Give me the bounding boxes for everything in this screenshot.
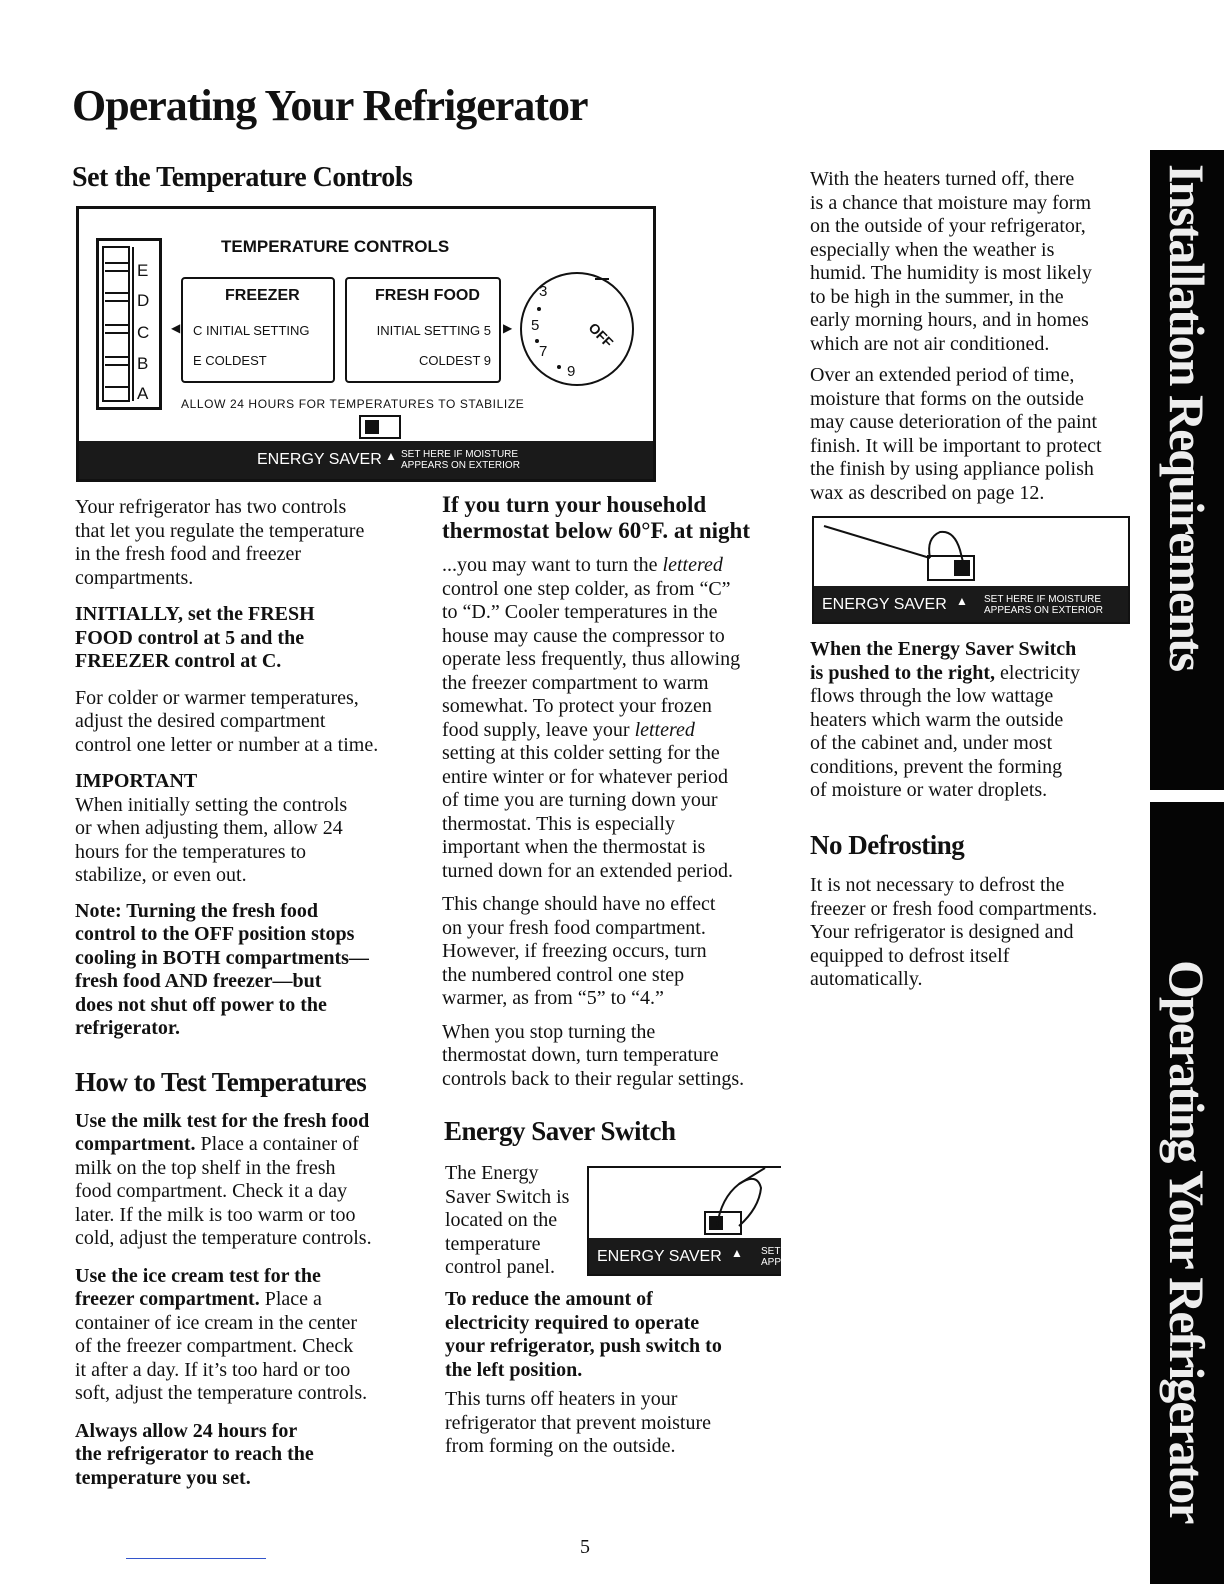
text-line: in the fresh food and freezer [75, 543, 301, 565]
text-line: of the cabinet and, under most [810, 732, 1053, 754]
tab-divider [1150, 790, 1224, 802]
text-line: To reduce the amount of [445, 1288, 653, 1310]
text-line: ...you may want to turn the [442, 554, 663, 576]
dial-number: 7 [539, 343, 548, 360]
text-line: If you turn your household [442, 492, 707, 517]
text-line: finish. It will be important to protect [810, 434, 1102, 457]
text-line: your refrigerator, push switch to [445, 1335, 722, 1357]
text-line: It is not necessary to defrost the [810, 874, 1065, 896]
temperature-control-panel [76, 206, 656, 482]
text-line: that let you regulate the temperature [75, 519, 365, 542]
text-line: is pushed to the right, [810, 661, 996, 684]
text-line: humid. The humidity is most likely [810, 262, 1092, 284]
text-line: it after a day. If it’s too hard or too [75, 1358, 351, 1381]
scale-letter: A [137, 384, 149, 403]
text-line: adjust the desired compartment [75, 710, 326, 732]
text-line: moisture that forms on the outside [810, 387, 1084, 410]
text-line: especially when the weather is [810, 238, 1055, 261]
text-line: milk on the top shelf in the fresh [75, 1156, 336, 1179]
text-line: food compartment. Check it a day [75, 1180, 348, 1202]
text-line: thermostat below 60°F. at night [442, 518, 750, 543]
section-heading-test-temperatures: How to Test Temperatures [75, 1066, 367, 1097]
scale-letter: E [137, 261, 149, 280]
text-line: Note: Turning the fresh food [75, 899, 318, 922]
text-line: equipped to defrost itself [810, 944, 1010, 967]
moisture-paragraph [810, 168, 1140, 356]
text-line: electricity required to operate [445, 1311, 700, 1334]
energy-saver-location-paragraph [445, 1162, 585, 1280]
text-line: entire winter or for whatever period [442, 765, 728, 788]
panel-title: TEMPERATURE CONTROLS [221, 237, 450, 256]
text-line: freezer compartment. [75, 1288, 260, 1310]
text-line: of moisture or water droplets. [810, 779, 1048, 801]
text-line: located on the [445, 1209, 558, 1231]
arrow-up-icon: ▲ [956, 594, 968, 608]
text-line: control to the OFF position stops [75, 923, 355, 945]
text-line: This change should have no effect [442, 893, 716, 915]
finger-on-switch-icon [589, 1168, 781, 1242]
thermostat-paragraph [442, 554, 782, 883]
section-heading-energy-saver: Energy Saver Switch [444, 1116, 676, 1146]
tab-installation-requirements[interactable]: Installation Requirements [1159, 164, 1215, 671]
allow-24-hours-note: ALLOW 24 HOURS FOR TEMPERATURES TO STABILIZE [181, 397, 525, 411]
text-line: Place a [259, 1288, 322, 1310]
text-line: the finish by using appliance polish [810, 458, 1094, 480]
section-heading-set-temperature: Set the Temperature Controls [72, 162, 413, 193]
bar-note-2: APPEARS ON EXTERIOR [984, 605, 1103, 616]
text-line: freezer or fresh food compartments. [810, 897, 1098, 920]
reduce-electricity-paragraph [445, 1288, 775, 1382]
scale-letter: D [137, 291, 150, 310]
text-line: Always allow 24 hours for [75, 1419, 298, 1442]
text-line: lettered [634, 718, 695, 741]
dial-number: 3 [539, 283, 548, 300]
text-line: compartment. [75, 1133, 196, 1155]
finger-on-switch-icon [814, 518, 1130, 590]
text-line: the numbered control one step [442, 963, 685, 986]
text-line: turned down for an extended period. [442, 859, 734, 882]
milk-test-paragraph [75, 1110, 405, 1251]
energy-saver-bar [79, 441, 653, 479]
fresh-food-coldest: COLDEST 9 [418, 353, 491, 368]
energy-saver-illustration [587, 1166, 781, 1276]
text-line: This turns off heaters in your [445, 1388, 678, 1410]
text-line: When initially setting the controls [75, 793, 348, 816]
energy-saver-bar-right [814, 586, 1128, 622]
text-line: refrigerator that prevent moisture [445, 1411, 711, 1434]
thermostat-heading [442, 492, 782, 544]
text-line: control one letter or number at a time. [75, 733, 379, 756]
column-1 [75, 496, 405, 1490]
text-line: compartments. [75, 566, 194, 589]
freezer-initial: C INITIAL SETTING [193, 323, 310, 338]
note-paragraph [75, 900, 405, 1041]
text-line: When you stop turning the [442, 1020, 656, 1043]
bar-note-1: SET HERE IF MOISTURE [401, 449, 519, 460]
text-line: Over an extended period of time, [810, 364, 1075, 386]
ice-cream-test-paragraph [75, 1265, 405, 1406]
text-line: Your refrigerator is designed and [810, 921, 1074, 943]
fresh-food-box [345, 277, 501, 383]
energy-saver-label: ENERGY SAVER [257, 451, 382, 468]
text-line: temperature you set. [75, 1466, 251, 1489]
turns-off-heaters-paragraph [445, 1388, 775, 1459]
switch-knob-icon [365, 420, 379, 434]
text-line: does not shut off power to the [75, 993, 327, 1016]
text-line: is a chance that moisture may form [810, 191, 1092, 214]
bar-note-2: APP [761, 1257, 781, 1268]
side-tab [1150, 150, 1224, 1584]
text-line: the refrigerator to reach the [75, 1443, 314, 1465]
text-line: controls back to their regular settings. [442, 1067, 745, 1090]
text-line: somewhat. To protect your frozen [442, 695, 712, 717]
column-2 [442, 492, 782, 1091]
initial-setting-paragraph [75, 603, 405, 674]
energy-saver-label: ENERGY SAVER [822, 596, 947, 613]
text-line: temperature [445, 1232, 541, 1255]
scale-letter: B [137, 354, 149, 373]
dial-number: 5 [531, 317, 540, 334]
text-line: operate less frequently, thus allowing [442, 648, 741, 670]
fresh-food-initial: INITIAL SETTING 5 [376, 323, 491, 338]
intro-paragraph [75, 496, 405, 590]
text-line: from forming on the outside. [445, 1435, 676, 1457]
energy-saver-switch[interactable] [359, 415, 401, 439]
text-line: flows through the low wattage [810, 685, 1054, 707]
text-line: fresh food AND freezer—but [75, 970, 322, 992]
text-line: soft, adjust the temperature controls. [75, 1382, 368, 1404]
text-line: setting at this colder setting for the [442, 742, 720, 764]
adjust-paragraph [75, 687, 405, 758]
text-line: cold, adjust the temperature controls. [75, 1227, 372, 1249]
text-line: thermostat down, turn temperature [442, 1044, 719, 1066]
stop-turning-paragraph [442, 1021, 782, 1092]
text-line: food supply, leave your [442, 718, 635, 741]
footer-rule [126, 1558, 266, 1559]
text-line: container of ice cream in the center [75, 1311, 358, 1334]
text-line: which are not air conditioned. [810, 332, 1050, 355]
text-line: For colder or warmer temperatures, [75, 686, 359, 709]
bar-note-2: APPEARS ON EXTERIOR [401, 460, 520, 471]
tab-operating-your-refrigerator[interactable]: Operating Your Refrigerator [1159, 960, 1215, 1523]
text-line: The Energy [445, 1162, 539, 1184]
text-line: FREEZER control at C. [75, 650, 282, 672]
text-line: wax as described on page 12. [810, 481, 1045, 504]
text-line: refrigerator. [75, 1017, 180, 1039]
bar-note-1: SET [761, 1246, 781, 1257]
text-line: may cause deterioration of the paint [810, 411, 1098, 433]
pushed-right-paragraph [810, 638, 1140, 803]
important-paragraph [75, 770, 405, 888]
text-line: However, if freezing occurs, turn [442, 940, 707, 962]
text-line: Your refrigerator has two controls [75, 496, 347, 518]
text-line: Use the milk test for the fresh food [75, 1109, 370, 1132]
energy-saver-bar-small [589, 1238, 781, 1274]
text-line: Place a container of [195, 1133, 359, 1155]
freezer-pointer-icon: ◀ [171, 321, 181, 335]
freezer-label: FREEZER [225, 287, 300, 304]
temperature-dial[interactable] [517, 269, 637, 389]
freezer-coldest: E COLDEST [193, 353, 267, 368]
text-line: of the freezer compartment. Check [75, 1335, 354, 1357]
text-line: the freezer compartment to warm [442, 671, 709, 694]
page-number: 5 [580, 1536, 590, 1558]
text-line: With the heaters turned off, there [810, 168, 1075, 190]
text-line: INITIALLY, set the FRESH [75, 603, 315, 625]
page-title: Operating Your Refrigerator [72, 81, 588, 130]
text-line: warmer, as from “5” to “4.” [442, 987, 664, 1009]
text-line: later. If the milk is too warm or too [75, 1203, 356, 1226]
text-line: Saver Switch is [445, 1185, 570, 1208]
text-line: lettered [662, 554, 723, 576]
section-heading-no-defrosting: No Defrosting [810, 830, 965, 860]
text-line: on the outside of your refrigerator, [810, 215, 1086, 237]
text-line: hours for the temperatures to [75, 840, 307, 863]
text-line: heaters which warm the outside [810, 708, 1064, 731]
fresh-food-pointer-icon: ▶ [503, 321, 513, 335]
text-line: Use the ice cream test for the [75, 1264, 321, 1287]
bar-note-1: SET HERE IF MOISTURE [984, 594, 1102, 605]
text-line: conditions, prevent the forming [810, 755, 1063, 778]
text-line: or when adjusting them, allow 24 [75, 817, 343, 839]
text-line: house may cause the compressor to [442, 624, 725, 647]
dial-number: 9 [567, 363, 576, 380]
energy-saver-right-illustration [812, 516, 1130, 624]
freezer-box [181, 277, 335, 383]
text-line: electricity [995, 661, 1080, 684]
letter-scale [96, 238, 162, 410]
text-line: FOOD control at 5 and the [75, 626, 305, 649]
arrow-up-icon: ▲ [385, 449, 397, 463]
text-line: to “D.” Cooler temperatures in the [442, 601, 718, 623]
text-line: on your fresh food compartment. [442, 916, 706, 939]
energy-saver-label: ENERGY SAVER [597, 1248, 722, 1265]
fresh-food-label: FRESH FOOD [375, 287, 480, 304]
freezing-paragraph [442, 893, 782, 1011]
scale-letter: C [137, 323, 150, 342]
text-line: When the Energy Saver Switch [810, 638, 1077, 660]
text-line: thermostat. This is especially [442, 812, 675, 835]
text-line: important when the thermostat is [442, 836, 706, 858]
text-line: control one step colder, as from “C” [442, 577, 731, 600]
text-line: to be high in the summer, in the [810, 285, 1064, 308]
text-line: stabilize, or even out. [75, 864, 247, 886]
text-line: control panel. [445, 1256, 555, 1278]
text-line: cooling in BOTH compartments— [75, 946, 369, 969]
no-defrosting-paragraph [810, 874, 1140, 992]
text-line: automatically. [810, 968, 923, 990]
letter-scale-icon [99, 241, 159, 407]
important-heading: IMPORTANT [75, 770, 198, 792]
extended-period-paragraph [810, 364, 1140, 505]
text-line: early morning hours, and in homes [810, 309, 1089, 331]
text-line: of time you are turning down your [442, 789, 718, 811]
dial-off: OFF [585, 319, 617, 351]
always-allow-paragraph [75, 1420, 405, 1491]
arrow-up-icon: ▲ [731, 1246, 743, 1260]
text-line: the left position. [445, 1358, 583, 1381]
